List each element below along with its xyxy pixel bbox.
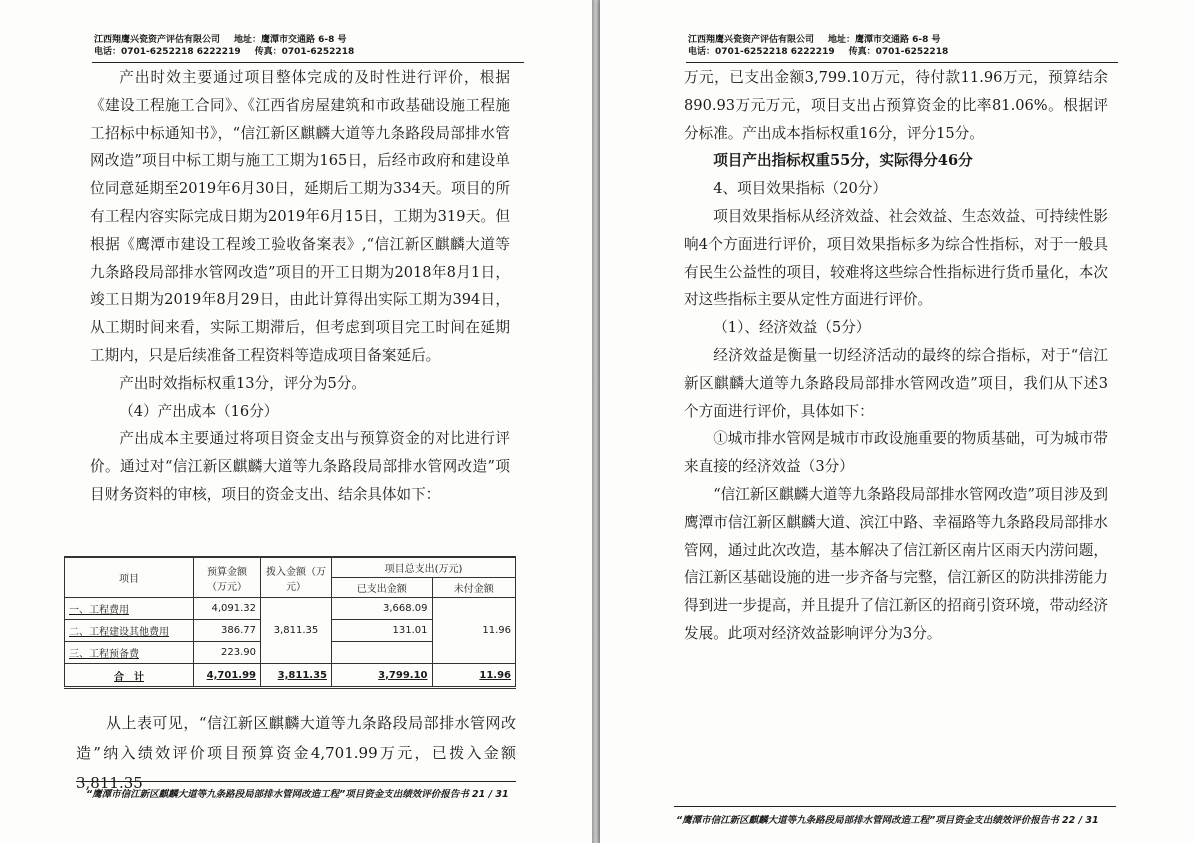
paragraph-economic-benefit: 经济效益是衡量一切经济活动的最终的综合指标，对于“信江新区麒麟大道等九条路段局部排水管网改造”项目，我们从下述3个方面进行评价，具体如下： <box>684 346 1108 420</box>
paragraph-output-timeliness: 产出时效主要通过项目整体完成的及时性进行评价，根据《建设工程施工合同》、《江西省房屋建筑和市政基础设施工程施工招标中标通知书》，“信江新区麒麟大道等九条路段局部排水管网改造”项目中标工期与施工工期为165日，后经市政府和建设单位同意延期至2019年6月30日，延期后工期为334天。项目的所有工程内容实际完成日期为2019年6月15日，工期为319天。但根据《鹰潭市建设工程竣工验收备案表》,“信江新区麒麟大道等九条路段局部排水管网改造”项目的开工日期为2018年8月1日，竣工日期为2019年8月29日，由此计算得出实际工期为394日，从工期时间来看，实际工期滞后，但考虑到项目完工时间在延期工期内，只是后续准备工程资料等造成项目备案延后。 <box>90 69 510 364</box>
left-body <box>90 64 510 509</box>
row-budget: 223.90 <box>194 642 261 664</box>
page-footer: “鹰潭市信江新区麒麟大道等九条路段局部排水管网改造工程”项目资金支出绩效评价报告书 22 / 31 <box>676 815 1099 826</box>
heading-output-cost: （4）产出成本（16分） <box>119 402 279 420</box>
th-item: 项目 <box>65 557 194 598</box>
paragraph-after-table: 从上表可见，“信江新区麒麟大道等九条路段局部排水管网改造”纳入绩效评价项目预算资金4,701.99万元，已拨入金额3,811.35 <box>76 714 516 792</box>
header-phone: 电话：0701-6252218 6222219 <box>94 47 241 57</box>
th-total-expense: 项目总支出(万元) <box>332 557 516 578</box>
header-fax: 传真：0701-6252218 <box>848 47 949 57</box>
header-phone: 电话：0701-6252218 6222219 <box>688 47 835 57</box>
total-unpaid: 11.96 <box>432 664 515 688</box>
paragraph-output-cost: 产出成本主要通过将项目资金支出与预算资金的对比进行评价。通过对“信江新区麒麟大道等九条路段局部排水管网改造”项目财务资料的审核，项目的资金支出、结余具体如下： <box>90 430 510 503</box>
row-label: 二、工程建设其他费用 <box>65 620 194 642</box>
th-allocated: 拨入金额（万元） <box>261 557 332 598</box>
paragraph-effect-indicators: 项目效果指标从经济效益、社会效益、生态效益、可持续性影响4个方面进行评价，项目效果指标多为综合性指标，对于一般具有民生公益性的项目，较难将这些综合性指标进行货币量化，本次对这些指标主要从定性方面进行评价。 <box>684 207 1108 309</box>
table-total-row <box>65 664 516 688</box>
total-paid: 3,799.10 <box>332 664 433 688</box>
row-paid: 3,668.09 <box>332 598 433 620</box>
total-label: 合 计 <box>65 664 194 688</box>
header-rule <box>686 62 1118 63</box>
paragraph-benefit-detail: “信江新区麒麟大道等九条路段局部排水管网改造”项目涉及到鹰潭市信江新区麒麟大道、滨江中路、幸福路等九条路段局部排水管网，通过此次改造，基本解决了信江新区南片区雨天内涝问题，信江新区基础设施的进一步齐备与完整，信江新区的防洪排涝能力得到进一步提高，并且提升了信江新区的招商引资环境，带动经济发展。此项对经济效益影响评分为3分。 <box>684 485 1108 642</box>
page-header <box>94 34 354 58</box>
table-row <box>65 598 516 620</box>
page-footer: “鹰潭市信江新区麒麟大道等九条路段局部排水管网改造工程”项目资金支出绩效评价报告书 21 / 31 <box>86 789 509 800</box>
footer-rule <box>674 806 1116 807</box>
header-fax: 传真：0701-6252218 <box>254 47 355 57</box>
total-budget: 4,701.99 <box>194 664 261 688</box>
row-paid <box>332 642 433 664</box>
header-company: 江西翔鹰兴瓷资产评估有限公司 <box>688 35 815 45</box>
unpaid-merged: 11.96 <box>432 598 515 664</box>
total-allocated: 3,811.35 <box>261 664 332 688</box>
heading-effect-indicators: 4、项目效果指标（20分） <box>713 180 887 198</box>
book-gutter <box>592 0 600 843</box>
paragraph-timeliness-score: 产出时效指标权重13分，评分为5分。 <box>119 374 366 392</box>
header-company: 江西翔鹰兴瓷资产评估有限公司 <box>94 35 221 45</box>
footer-rule <box>76 781 516 782</box>
th-budget: 预算金额（万元） <box>194 557 261 598</box>
left-page <box>0 0 592 843</box>
header-rule <box>92 62 524 63</box>
paragraph-cost-conclusion: 万元，已支出金额3,799.10万元，待付款11.96万元，预算结余890.93万元万元，项目支出占预算资金的比率81.06%。根据评分标准。产出成本指标权重16分，评分15分。 <box>684 69 1108 142</box>
row-paid: 131.01 <box>332 620 433 642</box>
row-budget: 386.77 <box>194 620 261 642</box>
th-unpaid: 未付金额 <box>432 578 515 598</box>
left-body-after-table <box>76 708 516 798</box>
row-label: 一、工程费用 <box>65 598 194 620</box>
heading-economic-benefit: （1）、经济效益（5分） <box>713 319 871 337</box>
header-address: 地址：鹰潭市交通路 6-8 号 <box>828 35 941 45</box>
finance-table <box>64 556 516 689</box>
page-header <box>688 34 948 58</box>
row-budget: 4,091.32 <box>194 598 261 620</box>
paragraph-output-total: 项目产出指标权重55分，实际得分46分 <box>713 152 973 170</box>
header-address: 地址：鹰潭市交通路 6-8 号 <box>234 35 347 45</box>
allocated-merged: 3,811.35 <box>261 598 332 664</box>
th-paid: 已支出金额 <box>332 578 433 598</box>
right-page <box>600 0 1194 843</box>
row-label: 三、工程预备费 <box>65 642 194 664</box>
right-body <box>684 64 1108 648</box>
paragraph-benefit-item-1: ①城市排水管网是城市市政设施重要的物质基础，可为城市带来直接的经济效益（3分） <box>684 430 1108 476</box>
